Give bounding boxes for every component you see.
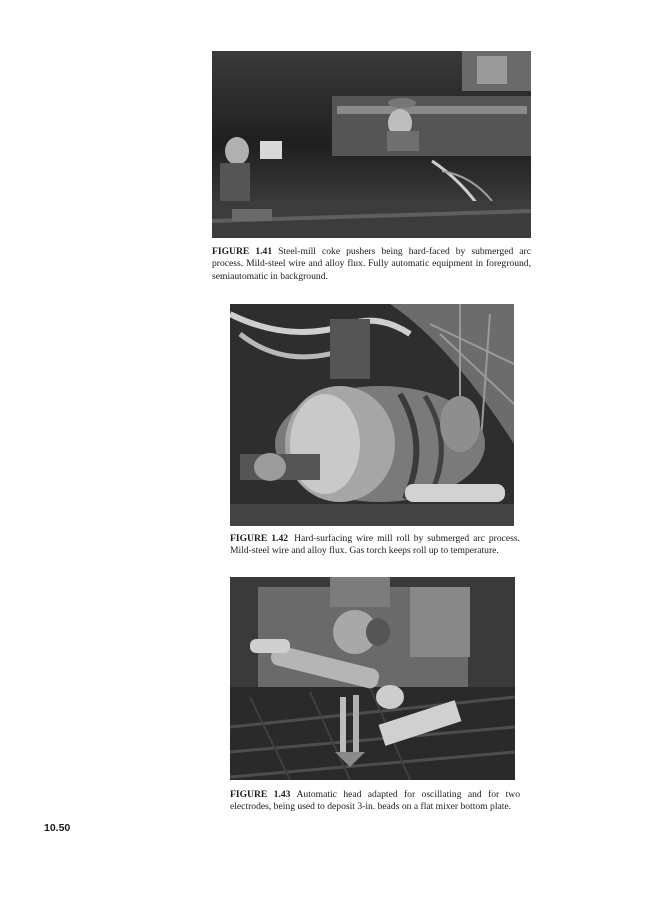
figure-1-43-caption: [230, 789, 520, 814]
figure-label: FIGURE 1.42: [230, 533, 289, 544]
figure-1-41-caption: [212, 246, 531, 283]
figure-1-42-photo: [230, 304, 514, 526]
caption-text: Automatic head adapted for oscillating and for two electrodes, being used to deposit 3-in. beads on a flat mixer bottom plate.: [230, 789, 521, 813]
caption-text: Steel-mill coke pushers being hard-faced by submerged arc process. Mild-steel wire and alloy flux. Fully automatic equipment in foreground, semiautomatic in background.: [212, 246, 531, 282]
figure-1-41-photo: [212, 51, 531, 238]
figure-label: FIGURE 1.43: [230, 789, 291, 800]
figure-1-43-photo: [230, 577, 515, 780]
page-number: 10.50: [44, 822, 71, 834]
caption-text: Hard-surfacing wire mill roll by submerged arc process. Mild-steel wire and alloy flux. Gas torch keeps roll up to temperature.: [230, 533, 520, 557]
figure-1-42-caption: [230, 533, 520, 558]
figure-label: FIGURE 1.41: [212, 246, 273, 257]
